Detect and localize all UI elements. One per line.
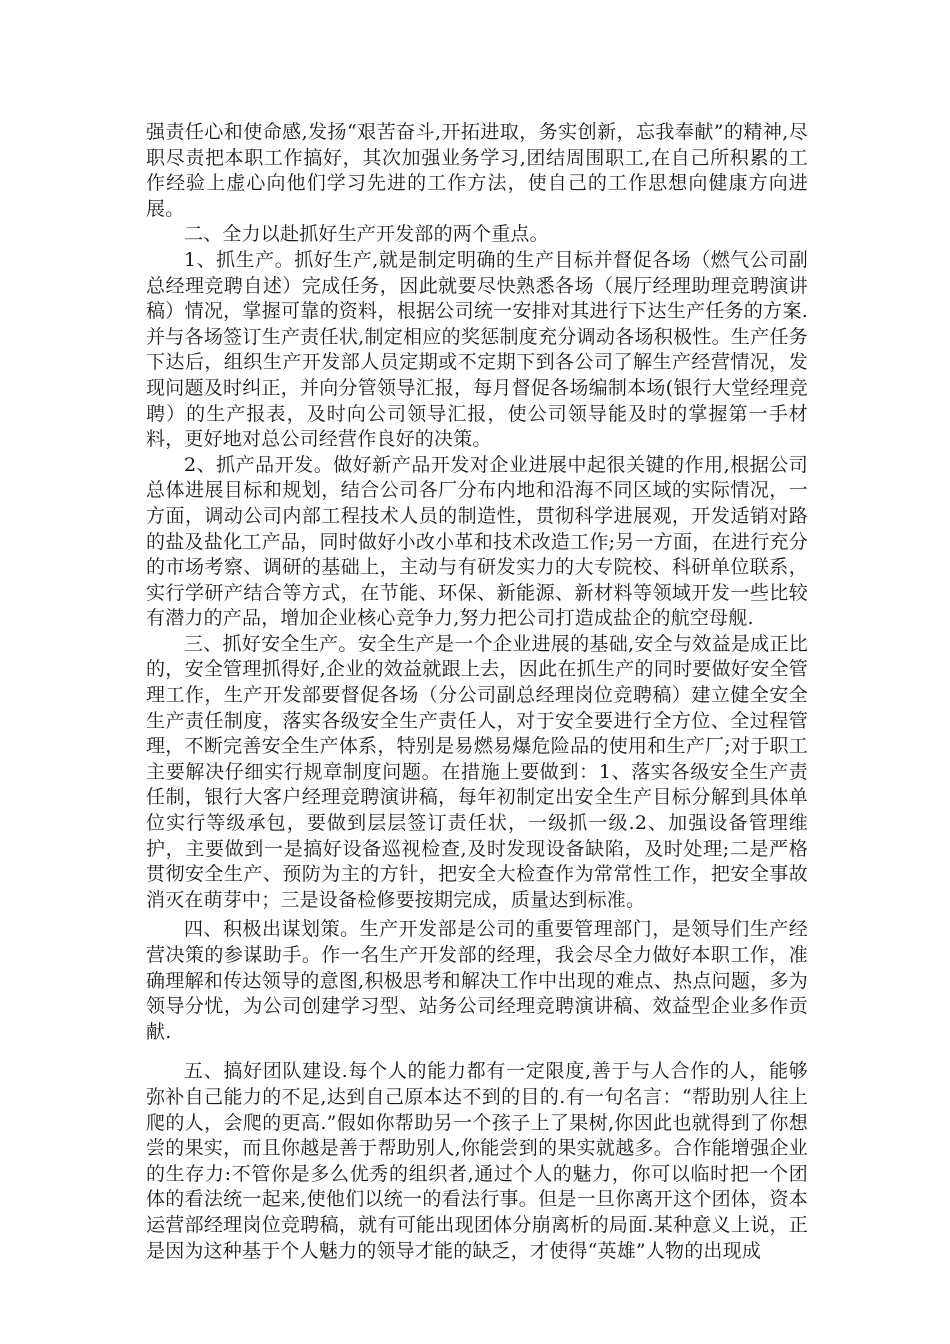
paragraph-section-2-heading: 二、全力以赴抓好生产开发部的两个重点。 (184, 223, 549, 246)
document-page (146, 120, 808, 1264)
paragraph-planning: 四、积极出谋划策。生产开发部是公司的重要管理部门，是领导们生产经营决策的参谋助手。作一名生产开发部的经理，我会尽全力做好本职工作，准确理解和传达领导的意图,积极思考和解决工作中出现的难点、热点问题，多为领导分忧，为公司创建学习型、站务公司经理竞聘演讲稿、效益型企业多作贡献. (146, 918, 808, 1043)
paragraph-production: 1、抓生产。抓好生产,就是制定明确的生产目标并督促各场（燃气公司副总经理竞聘自述）完成任务，因此就要尽快熟悉各场（展厅经理助理竞聘演讲稿）情况，掌握可靠的资料，根据公司统一安排对其进行下达生产任务的方案.并与各场签订生产责任状,制定相应的奖惩制度充分调动各场积极性。生产任务下达后，组织生产开发部人员定期或不定期下到各公司了解生产经营情况，发现问题及时纠正，并向分管领导汇报，每月督促各场编制本场(银行大堂经理竞聘）的生产报表，及时向公司领导汇报，使公司领导能及时的掌握第一手材料，更好地对总公司经营作良好的决策。 (146, 248, 808, 451)
paragraph-team-building: 五、搞好团队建设.每个人的能力都有一定限度,善于与人合作的人，能够弥补自己能力的不足,达到自己原本达不到的目的.有一句名言：“帮助别人往上爬的人，会爬的更高.”假如你帮助另一个孩子上了果树,你因此也就得到了你想尝的果实，而且你越是善于帮助别人,你能尝到的果实就越多。合作能增强企业的生存力:不管你是多么优秀的组织者,通过个人的魅力，你可以临时把一个团体的看法统一起来,使他们以统一的看法行事。但是一旦你离开这个团体，资本运营部经理岗位竞聘稿，就有可能出现团体分崩离析的局面.某种意义上说，正是因为这种基于个人魅力的领导才能的缺乏，才使得“英雄”人物的出现成 (146, 1060, 808, 1262)
paragraph-product-development: 2、抓产品开发。做好新产品开发对企业进展中起很关键的作用,根据公司总体进展目标和规划，结合公司各厂分布内地和沿海不同区域的实际情况，一方面，调动公司内部工程技术人员的制造性，贯彻科学进展观，开发适销对路的盐及盐化工产品，同时做好小改小革和技术改造工作;另一方面，在进行充分的市场考察、调研的基础上，主动与有研发实力的大专院校、科研单位联系，实行学研产结合等方式，在节能、环保、新能源、新材料等领域开发一些比较有潜力的产品，增加企业核心竞争力,努力把公司打造成盐企的航空母舰. (146, 453, 808, 630)
paragraph-continuation: 强责任心和使命感,发扬“艰苦奋斗,开拓进取，务实创新，忘我奉献”的精神,尽职尽责把本职工作搞好，其次加强业务学习,团结周围职工,在自己所积累的工作经验上虚心向他们学习先进的工作方法，使自己的工作思想向健康方向进展。 (146, 121, 808, 220)
paragraph-safety-production: 三、抓好安全生产。安全生产是一个企业进展的基础,安全与效益是成正比的，安全管理抓得好,企业的效益就跟上去，因此在抓生产的同时要做好安全管理工作，生产开发部要督促各场（分公司副总经理岗位竞聘稿）建立健全安全生产责任制度，落实各级安全生产责任人，对于安全要进行全方位、全过程管理，不断完善安全生产体系，特别是易燃易爆危险品的使用和生产厂;对于职工主要解决仔细实行规章制度问题。在措施上要做到：1、落实各级安全生产责任制，银行大客户经理竞聘演讲稿，每年初制定出安全生产目标分解到具体单位实行等级承包，要做到层层签订责任状，一级抓一级.2、加强设备管理维护，主要做到一是搞好设备巡视检查,及时发现设备缺陷，及时处理;二是严格贯彻安全生产、预防为主的方针，把安全大检查作为常常性工作，把安全事故消灭在萌芽中；三是设备检修要按期完成，质量达到标准。 (146, 632, 808, 911)
